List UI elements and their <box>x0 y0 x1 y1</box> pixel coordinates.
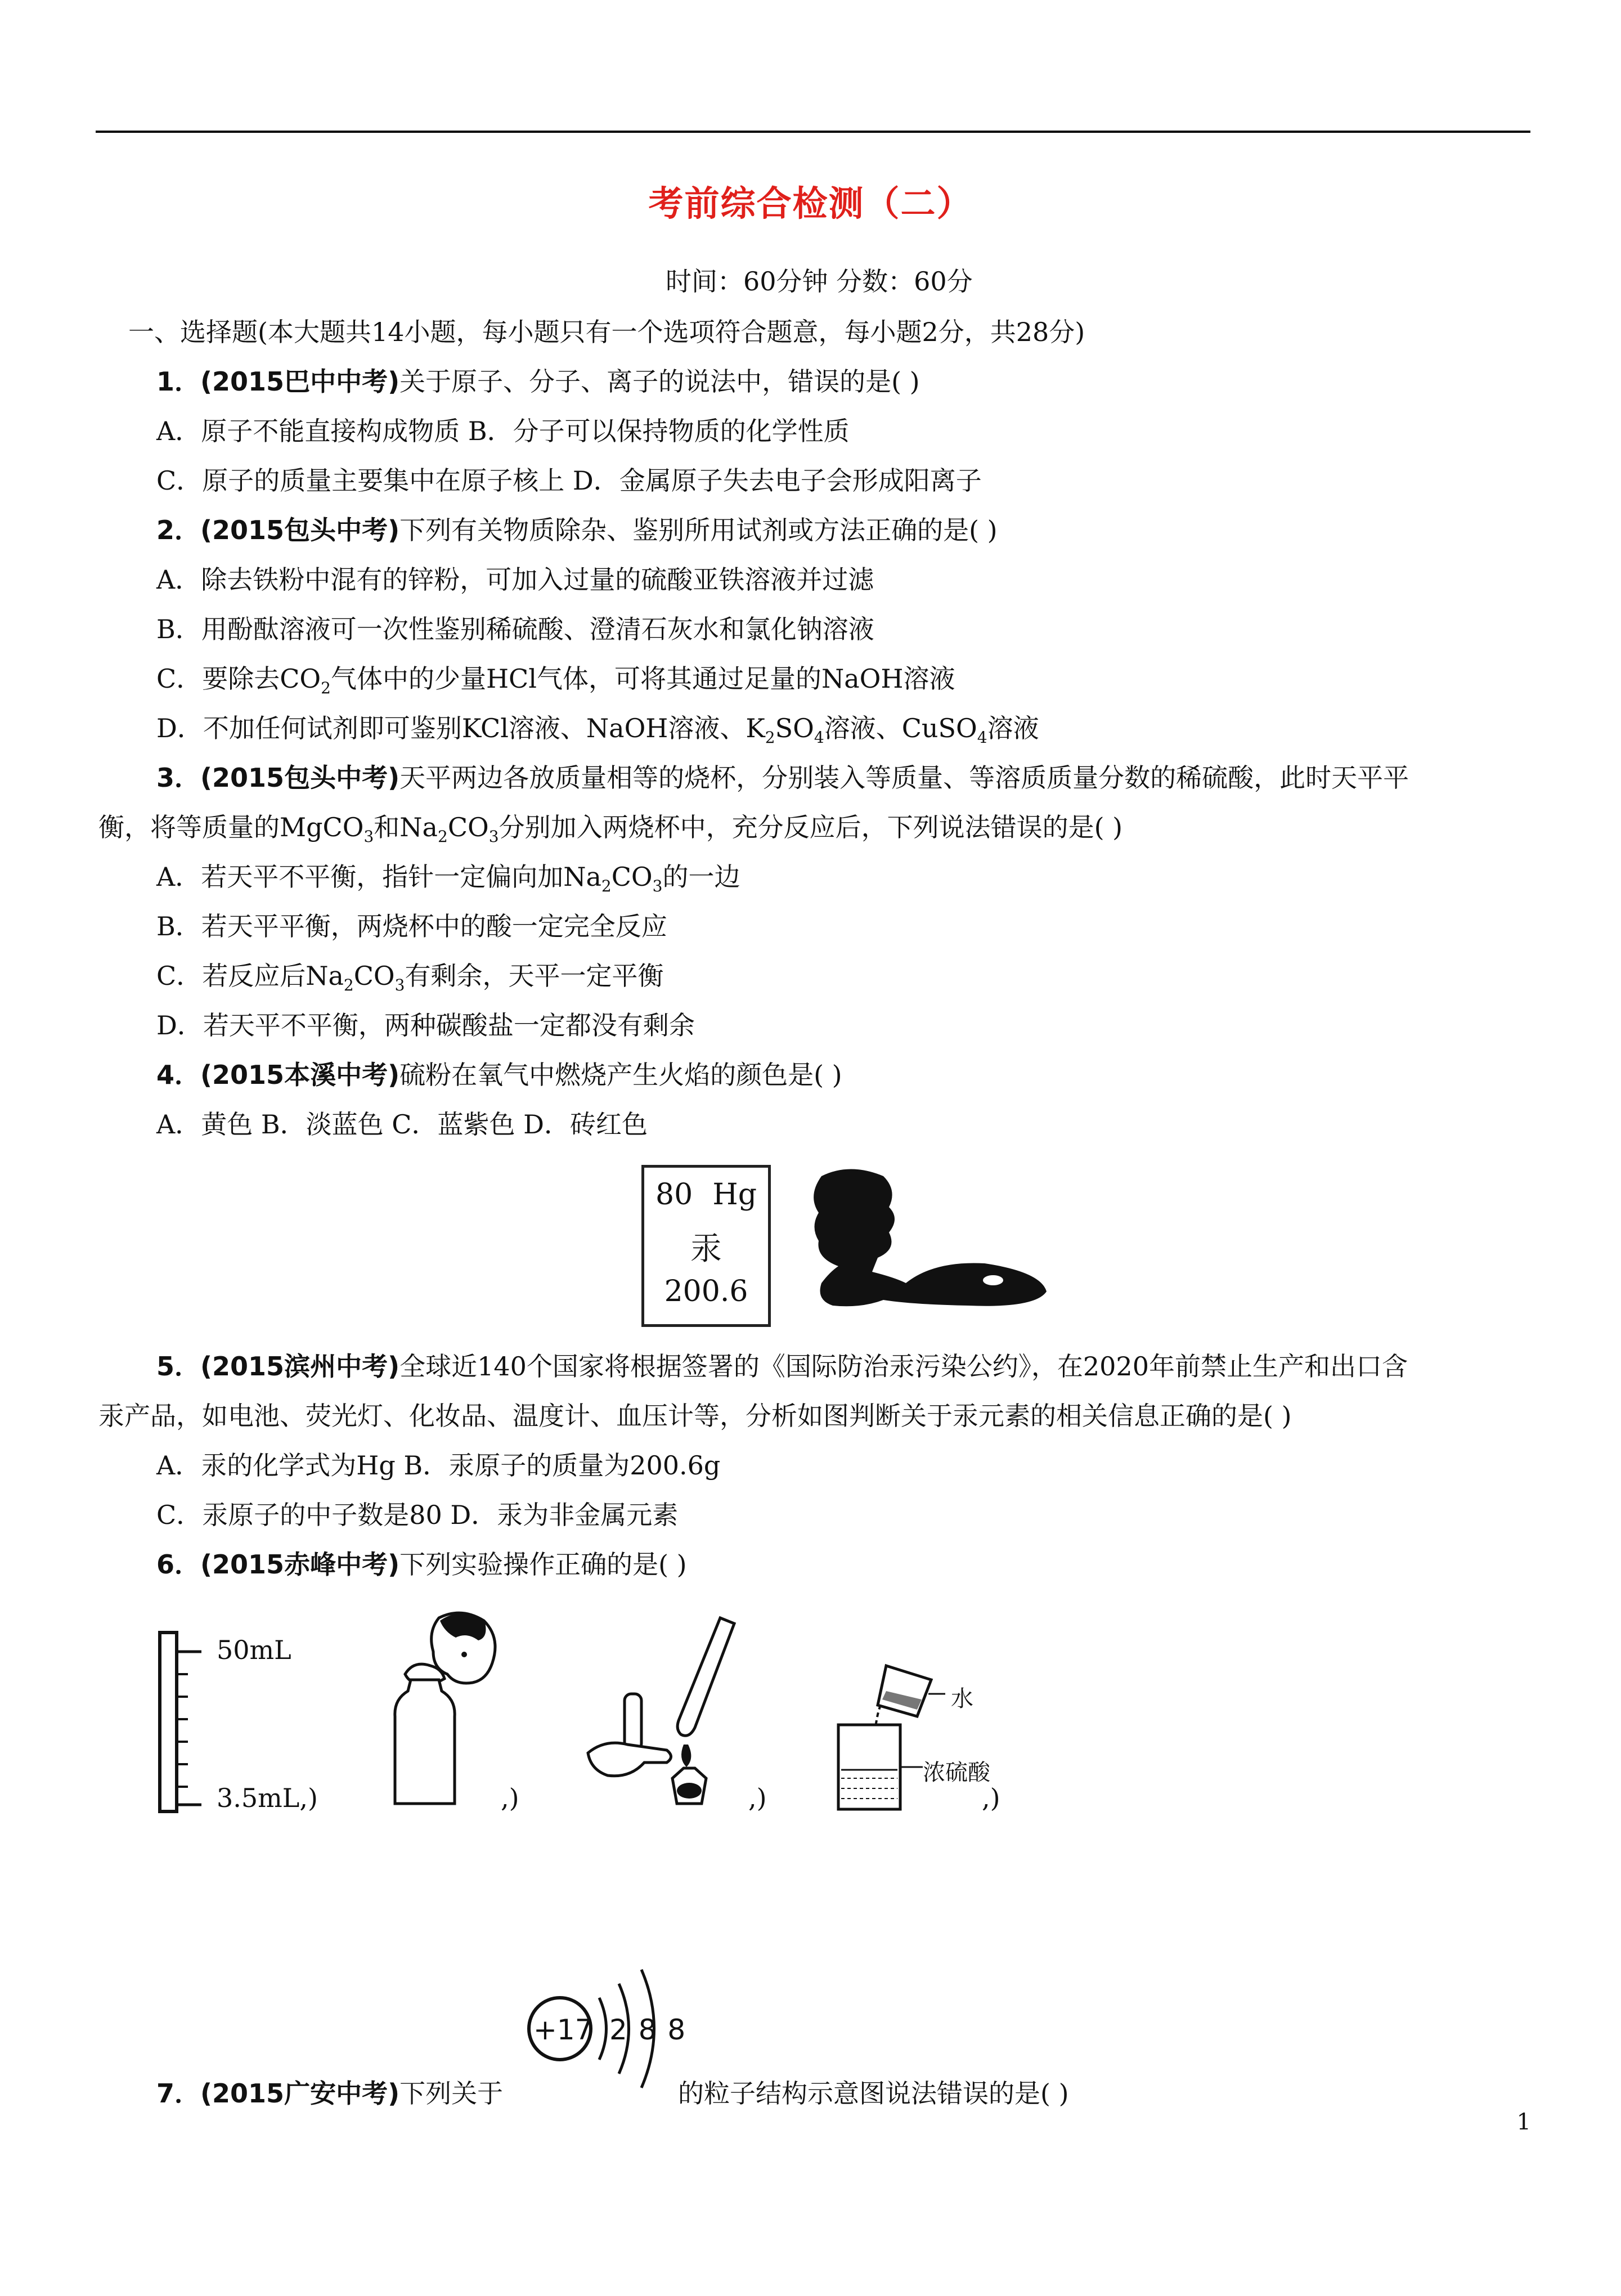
question-source: (2015包头中考) <box>200 515 400 545</box>
subscript: 3 <box>488 827 499 846</box>
fig2-suffix: ,) <box>501 1783 519 1813</box>
mercury-bottle-illustration <box>799 1165 1052 1334</box>
question-stem: 下列实验操作正确的是( ) <box>399 1549 687 1580</box>
smelling-bottle-figure <box>388 1607 506 1812</box>
question-number: 7． <box>156 2078 201 2109</box>
question-1 <box>156 365 920 398</box>
question-stem: 下列有关物质除杂、鉴别所用试剂或方法正确的是( ) <box>399 515 998 545</box>
text-run: 气体中的少量HCl气体，可将其通过足量的NaOH溶液 <box>330 663 955 694</box>
atomic-mass: 200.6 <box>664 1275 748 1308</box>
text-run: C．要除去CO <box>156 663 321 694</box>
question-3-cont <box>98 810 1122 844</box>
text-run: 溶液、CuSO <box>824 713 977 743</box>
cylinder-bottom-label: 3.5mL,) <box>217 1783 318 1813</box>
text-run: 衡，将等质量的MgCO <box>98 812 364 842</box>
header-rule <box>96 131 1530 133</box>
question-stem: 天平两边各放质量相等的烧杯，分别装入等质量、等溶质质量分数的稀硫酸，此时天平平 <box>399 763 1409 793</box>
nucleus-charge: +17 <box>533 2014 593 2046</box>
question-stem-pre: 下列关于 <box>399 2078 504 2109</box>
question-stem: 关于原子、分子、离子的说法中，错误的是( ) <box>399 366 920 397</box>
question-source: (2015巴中中考) <box>200 366 400 397</box>
page-number: 1 <box>1516 2109 1531 2135</box>
subscript: 3 <box>363 827 374 846</box>
question-6 <box>156 1548 687 1581</box>
element-card <box>641 1165 771 1327</box>
text-run: CO <box>447 812 489 842</box>
subscript: 2 <box>321 679 331 697</box>
fig4-suffix: ,) <box>982 1783 1000 1813</box>
question-5-cont: 汞产品，如电池、荧光灯、化妆品、温度计、血压计等，分析如图判断关于汞元素的相关信息正确的是( ) <box>98 1401 1292 1431</box>
q3-option-d: D．若天平不平衡，两种碳酸盐一定都没有剩余 <box>156 1010 695 1041</box>
question-source: (2015本溪中考) <box>200 1060 400 1090</box>
exam-meta: 时间：60分钟 分数：60分 <box>666 266 973 297</box>
question-source: (2015包头中考) <box>200 763 400 793</box>
subscript: 2 <box>343 976 354 994</box>
q1-options-cd: C．原子的质量主要集中在原子核上 D．金属原子失去电子会形成阳离子 <box>156 465 982 496</box>
atomic-number: 80 <box>655 1178 693 1212</box>
q5-options-ab: A．汞的化学式为Hg B．汞原子的质量为200.6g <box>156 1450 721 1481</box>
question-source: (2015赤峰中考) <box>200 1549 400 1580</box>
question-3 <box>156 761 1409 795</box>
question-2 <box>156 513 998 547</box>
question-number: 2． <box>156 515 201 545</box>
q2-option-a: A．除去铁粉中混有的锌粉，可加入过量的硫酸亚铁溶液并过滤 <box>156 564 874 595</box>
text-run: CO <box>611 862 653 892</box>
fig3-suffix: ,) <box>748 1783 767 1813</box>
q1-options-ab: A．原子不能直接构成物质 B．分子可以保持物质的化学性质 <box>156 416 850 446</box>
question-number: 6． <box>156 1549 201 1580</box>
question-7-post: 的粒子结构示意图说法错误的是( ) <box>678 2078 1069 2109</box>
water-label: 水 <box>951 1686 973 1712</box>
question-5 <box>156 1349 1408 1383</box>
subscript: 2 <box>437 827 448 846</box>
subscript: 4 <box>977 728 987 747</box>
cylinder-top-label: 50mL <box>217 1635 291 1665</box>
q4-options: A．黄色 B．淡蓝色 C．蓝紫色 D．砖红色 <box>156 1109 648 1140</box>
question-number: 4． <box>156 1060 201 1090</box>
q2-option-b: B．用酚酞溶液可一次性鉴别稀硫酸、澄清石灰水和氯化钠溶液 <box>156 614 874 644</box>
subscript: 2 <box>601 877 612 895</box>
question-source: (2015滨州中考) <box>200 1351 400 1382</box>
page-title: 考前综合检测（二） <box>648 183 973 224</box>
subscript: 3 <box>652 877 663 895</box>
heating-test-tube-figure <box>582 1609 751 1812</box>
acid-label: 浓硫酸 <box>923 1760 990 1786</box>
subscript: 3 <box>394 976 405 994</box>
subscript: 2 <box>765 728 775 747</box>
element-symbol: Hg <box>712 1178 757 1212</box>
question-4 <box>156 1058 842 1092</box>
q5-options-cd: C．汞原子的中子数是80 D．汞为非金属元素 <box>156 1500 679 1530</box>
text-run: CO <box>353 961 395 991</box>
text-run: 的一边 <box>662 862 740 892</box>
q3-option-c <box>156 959 663 993</box>
q2-option-d <box>156 711 1039 745</box>
electron-shells: 2 8 8 <box>609 2014 687 2046</box>
q2-option-c <box>156 662 955 696</box>
question-stem: 硫粉在氧气中燃烧产生火焰的颜色是( ) <box>399 1060 842 1090</box>
q3-option-b: B．若天平平衡，两烧杯中的酸一定完全反应 <box>156 911 667 941</box>
subscript: 4 <box>814 728 824 747</box>
graduated-cylinder-figure <box>156 1629 218 1815</box>
section-heading: 一、选择题(本大题共14小题，每小题只有一个选项符合题意，每小题2分，共28分) <box>128 317 1085 347</box>
question-stem: 全球近140个国家将根据签署的《国际防治汞污染公约》，在2020年前禁止生产和出口含 <box>399 1351 1408 1382</box>
text-run: 溶液 <box>987 713 1039 743</box>
question-source: (2015广安中考) <box>200 2078 400 2109</box>
element-name: 汞 <box>690 1231 722 1267</box>
text-run: 有剩余，天平一定平衡 <box>405 961 664 991</box>
question-7 <box>156 2077 503 2110</box>
text-run: D．不加任何试剂即可鉴别KCl溶液、NaOH溶液、K <box>156 713 765 743</box>
q3-option-a <box>156 860 740 894</box>
question-number: 1． <box>156 366 201 397</box>
text-run: SO <box>775 713 814 743</box>
text-run: C．若反应后Na <box>156 961 344 991</box>
question-number: 3． <box>156 763 201 793</box>
text-run: 和Na <box>374 812 438 842</box>
text-run: 分别加入两烧杯中，充分反应后，下列说法错误的是( ) <box>499 812 1123 842</box>
text-run: A．若天平不平衡，指针一定偏向加Na <box>156 862 601 892</box>
question-number: 5． <box>156 1351 201 1382</box>
